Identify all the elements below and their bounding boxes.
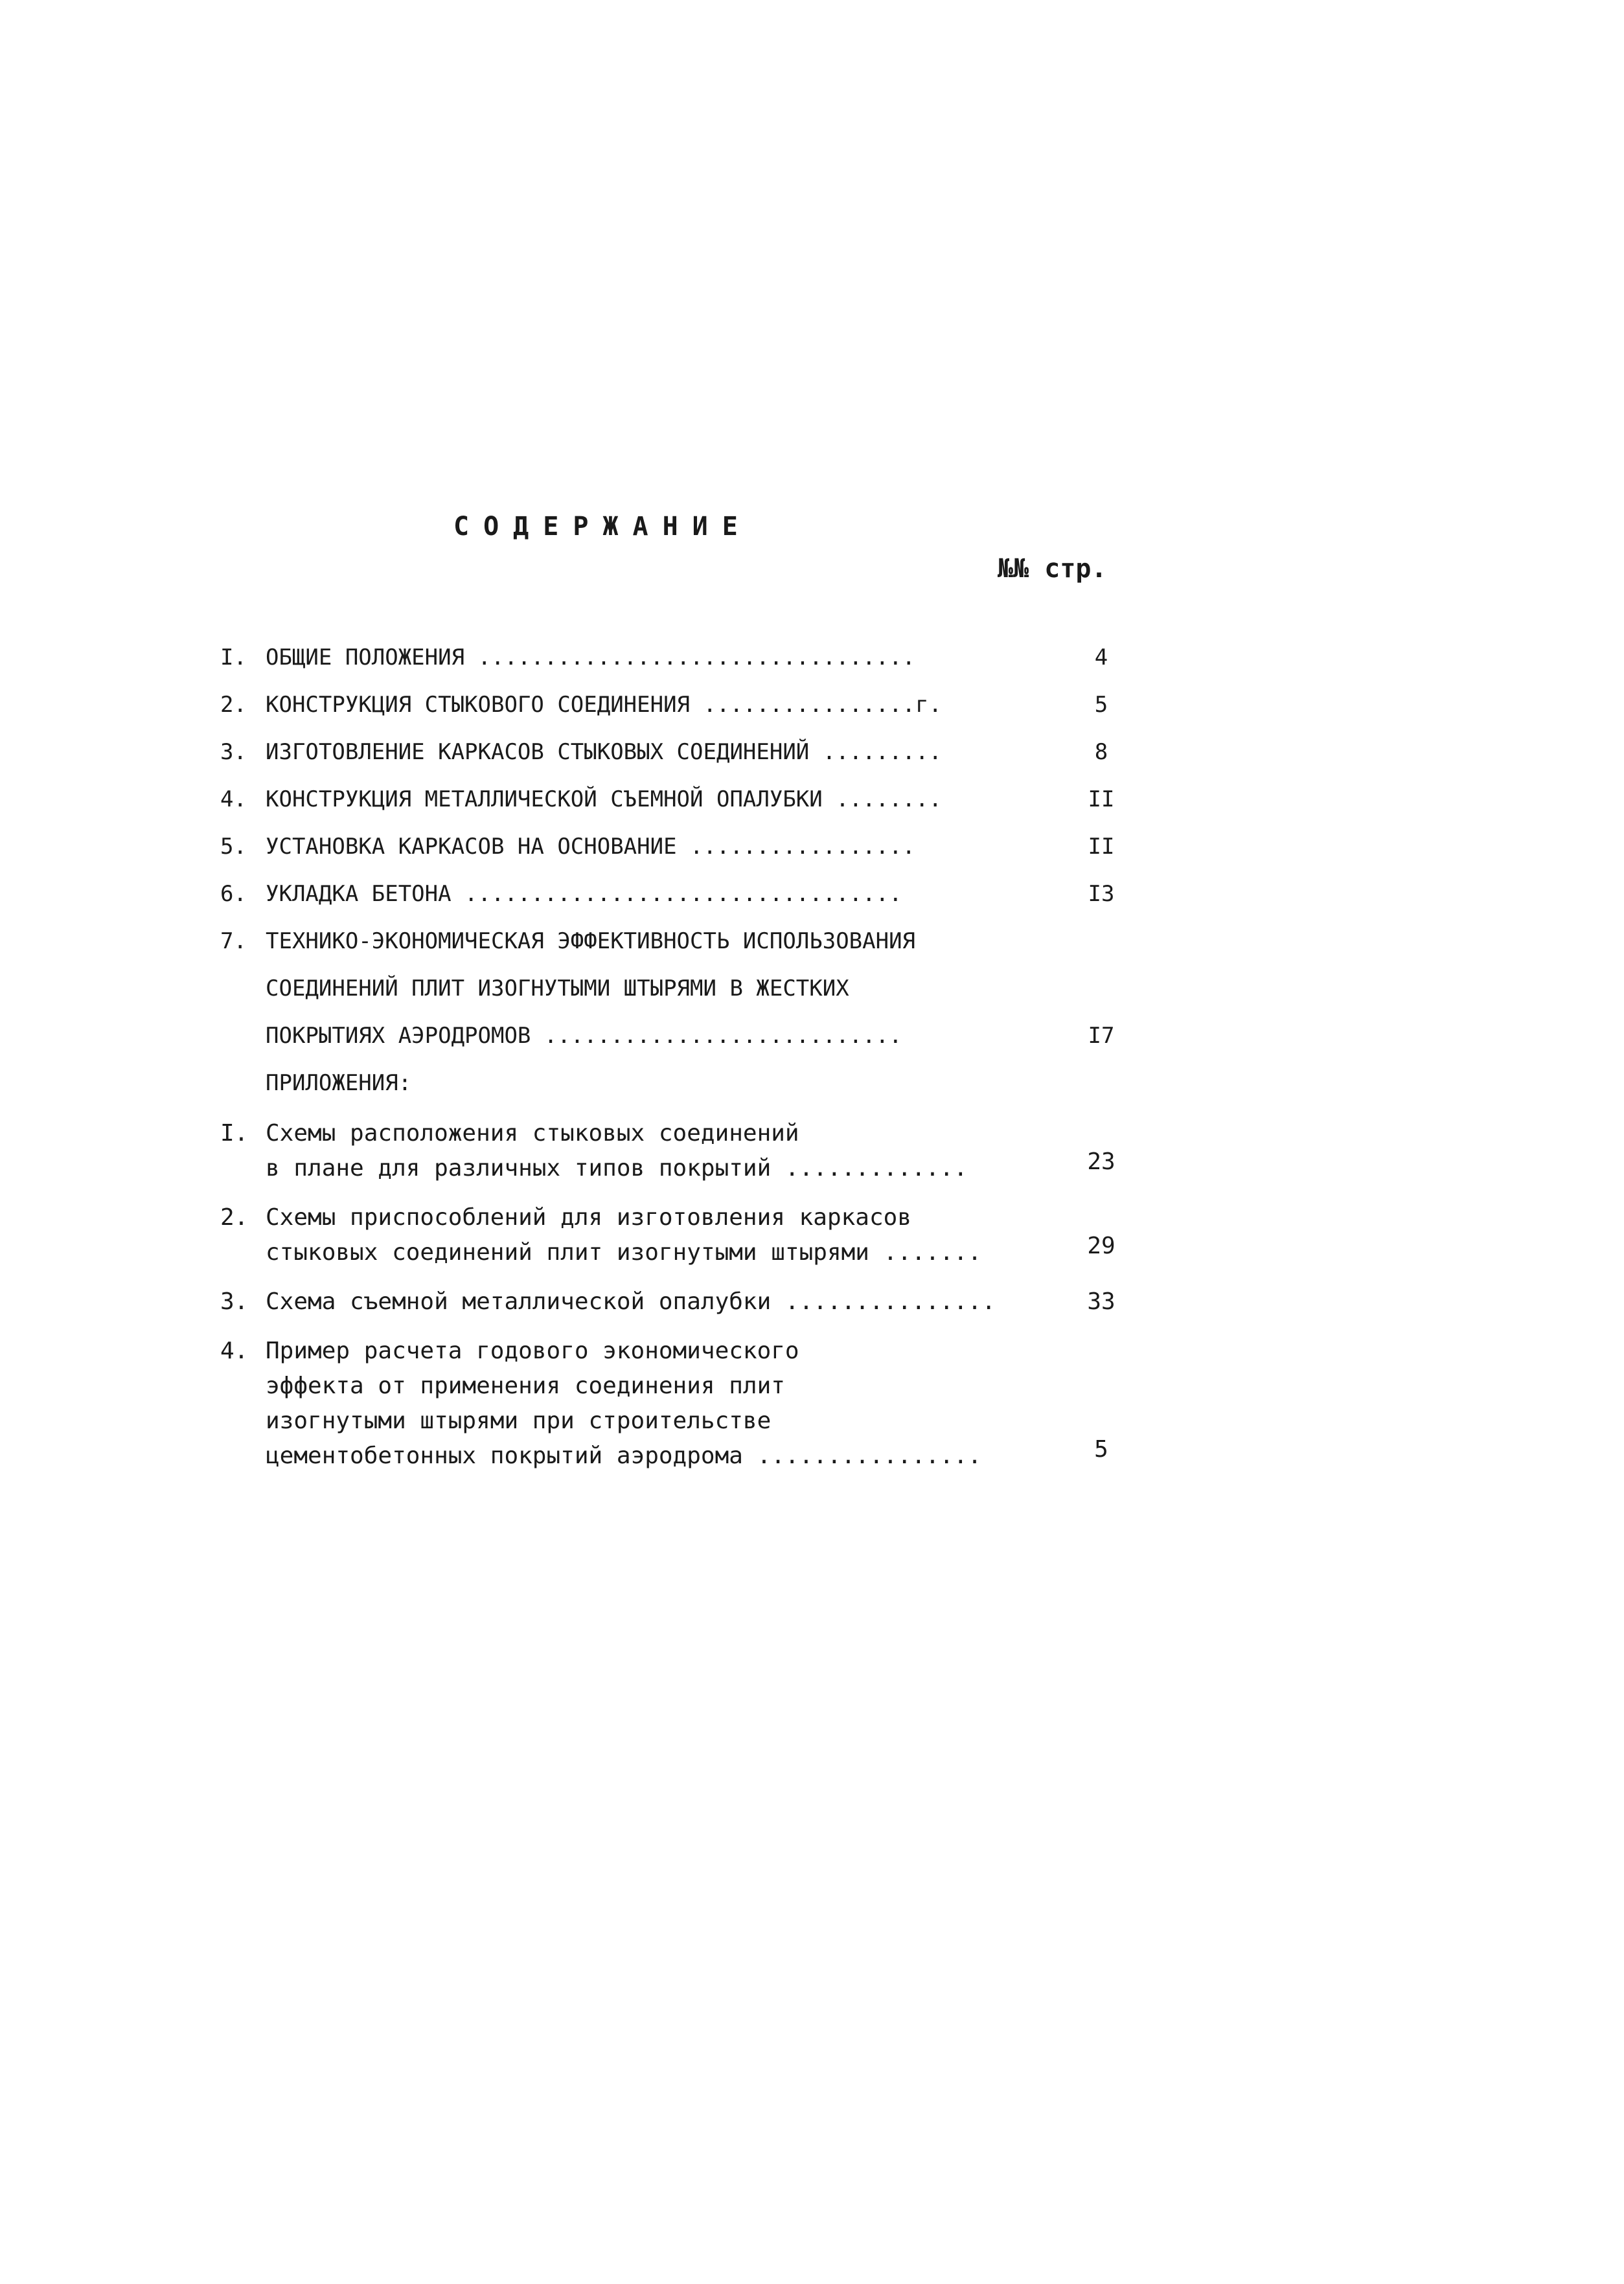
entry-page: 4	[1094, 645, 1108, 670]
page-column-header: №№ стр.	[998, 554, 1107, 584]
entry-page: 29	[1087, 1233, 1115, 1259]
entry-page: 5	[1094, 692, 1108, 718]
entry-number: 3.	[220, 1288, 249, 1315]
entry-page: 8	[1094, 739, 1108, 765]
entry-title-line-1: Пример расчета годового экономического	[266, 1338, 799, 1364]
entry-title-line-2: эффекта от применения соединения плит	[266, 1373, 785, 1399]
entry-title: КОНСТРУКЦИЯ МЕТАЛЛИЧЕСКОЙ СЪЕМНОЙ ОПАЛУБКИ ........	[266, 786, 942, 812]
entry-title-line-1: ТЕХНИКО-ЭКОНОМИЧЕСКАЯ ЭФФЕКТИВНОСТЬ ИСПОЛЬЗОВАНИЯ	[266, 928, 916, 954]
entry-title: ИЗГОТОВЛЕНИЕ КАРКАСОВ СТЫКОВЫХ СОЕДИНЕНИЙ .........	[266, 739, 942, 765]
entry-number: 2.	[220, 1204, 249, 1231]
entry-title-line-1: Схемы расположения стыковых соединений	[266, 1120, 799, 1147]
entry-page: 23	[1087, 1148, 1115, 1175]
entry-number: I.	[220, 1120, 249, 1147]
entry-number: 2.	[220, 692, 247, 718]
entry-title-line-4: цементобетонных покрытий аэродрома ................	[266, 1443, 982, 1469]
entry-page: II	[1088, 786, 1115, 812]
entry-title: УСТАНОВКА КАРКАСОВ НА ОСНОВАНИЕ .................	[266, 834, 916, 860]
entry-number: 4.	[220, 786, 247, 812]
entry-number: 5.	[220, 834, 247, 860]
entry-title: Схема съемной металлической опалубки ...............	[266, 1288, 996, 1315]
entry-page: II	[1088, 834, 1115, 860]
entry-page: I3	[1088, 881, 1115, 907]
entry-number: 4.	[220, 1338, 249, 1364]
entry-title: ОБЩИЕ ПОЛОЖЕНИЯ .................................	[266, 645, 916, 670]
entry-title-line-2: СОЕДИНЕНИЙ ПЛИТ ИЗОГНУТЫМИ ШТЫРЯМИ В ЖЕСТКИХ	[266, 976, 849, 1001]
entry-number: I.	[220, 645, 247, 670]
entry-title-line-2: в плане для различных типов покрытий .............	[266, 1155, 968, 1182]
entry-title-line-3: ПОКРЫТИЯХ АЭРОДРОМОВ ...........................	[266, 1023, 902, 1049]
appendix-heading-text: ПРИЛОЖЕНИЯ:	[266, 1070, 412, 1096]
entry-title: УКЛАДКА БЕТОНА .................................	[266, 881, 902, 907]
entry-page: 5	[1094, 1436, 1108, 1463]
entry-title: КОНСТРУКЦИЯ СТЫКОВОГО СОЕДИНЕНИЯ ................г.	[266, 692, 942, 718]
entry-page: I7	[1088, 1023, 1115, 1049]
entry-page: 33	[1087, 1288, 1115, 1315]
entry-number: 7.	[220, 928, 247, 954]
entry-number: 3.	[220, 739, 247, 765]
appendix-entry-4-cont-3	[220, 1436, 1127, 1547]
entry-number: 6.	[220, 881, 247, 907]
page-title: СОДЕРЖАНИЕ	[453, 512, 752, 542]
entry-title-line-2: стыковых соединений плит изогнутыми штырями .......	[266, 1239, 982, 1266]
entry-title-line-1: Схемы приспособлений для изготовления каркасов	[266, 1204, 911, 1231]
entry-title-line-3: изогнутыми штырями при строительстве	[266, 1408, 772, 1434]
